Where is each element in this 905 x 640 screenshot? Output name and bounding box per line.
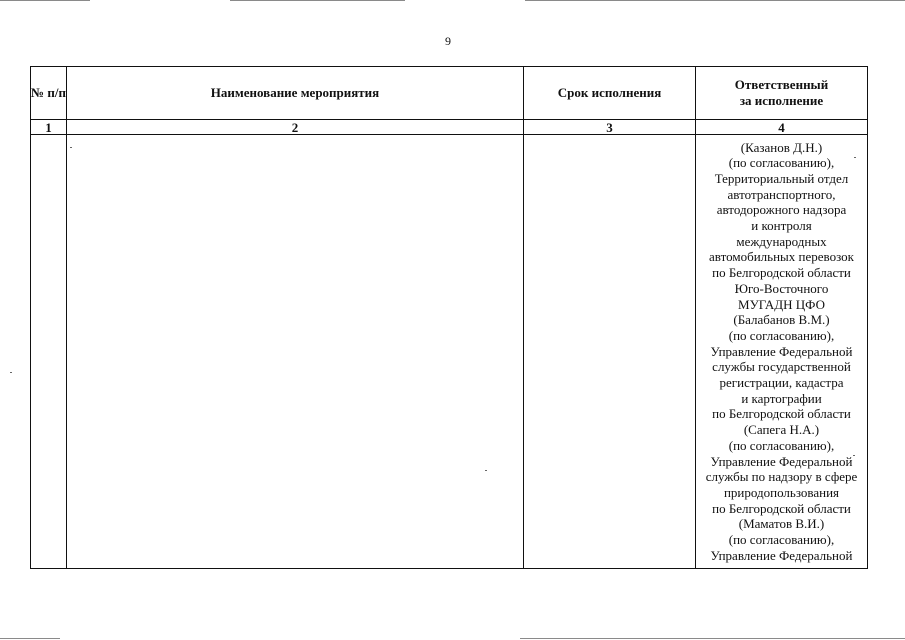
responsible-line: автотранспортного,: [727, 186, 836, 202]
table-header-row: [31, 67, 868, 120]
responsible-line: Управление Федеральной: [710, 343, 853, 359]
column-number-4: 4: [696, 120, 868, 135]
responsible-line: (по согласованию),: [728, 437, 835, 453]
responsible-line: МУГАДН ЦФО: [738, 296, 825, 312]
scan-artifact-top-left: [0, 0, 90, 1]
row-number-cell: [31, 135, 67, 569]
header-deadline: Срок исполнения: [524, 67, 696, 120]
scan-speck: [10, 372, 12, 373]
header-responsible: [696, 67, 868, 120]
responsible-line: автодорожного надзора: [716, 202, 847, 218]
responsible-line: по Белгородской области: [712, 406, 851, 422]
responsible-line: (Казанов Д.Н.): [740, 139, 823, 155]
responsible-line: регистрации, кадастра: [719, 375, 844, 391]
scan-speck: [485, 470, 487, 471]
responsible-line: и картографии: [741, 390, 822, 406]
row-deadline-cell: [524, 135, 696, 569]
header-activity-name: Наименование мероприятия: [67, 67, 524, 120]
header-responsible-line1: Ответственный: [734, 77, 829, 92]
responsible-line: Территориальный отдел: [714, 170, 849, 186]
responsible-line: Управление Федеральной: [710, 453, 853, 469]
responsible-line: международных: [736, 233, 827, 249]
scan-artifact-top-right: [525, 0, 905, 1]
responsible-line: (по согласованию),: [728, 155, 835, 171]
responsible-line: (Балабанов В.М.): [733, 312, 830, 328]
scan-artifact-bottom-right: [520, 638, 905, 639]
table-row: [31, 135, 868, 569]
responsible-line: природопользования: [723, 484, 840, 500]
scan-speck: [853, 455, 855, 456]
page-number: 9: [445, 34, 451, 48]
scan-speck: [70, 147, 72, 148]
responsible-line: (по согласованию),: [728, 532, 835, 548]
header-responsible-line2: за исполнение: [739, 93, 824, 108]
row-activity-cell: [67, 135, 524, 569]
scan-artifact-bottom-left: [0, 638, 60, 639]
responsible-line: по Белгородской области: [712, 265, 851, 281]
row-responsible-cell: [696, 135, 868, 569]
scan-artifact-top-mid: [230, 0, 405, 1]
responsible-line: Управление Федеральной: [710, 547, 853, 563]
scan-speck: [854, 157, 856, 158]
measures-table: [30, 66, 868, 569]
responsible-line: по Белгородской области: [712, 500, 851, 516]
responsible-line: и контроля: [751, 218, 812, 234]
responsible-line: (Сапега Н.А.): [743, 422, 820, 438]
responsible-line: службы государственной: [712, 359, 851, 375]
column-number-1: 1: [31, 120, 67, 135]
responsible-line: (Маматов В.И.): [738, 516, 825, 532]
responsible-line: (по согласованию),: [728, 327, 835, 343]
column-number-3: 3: [524, 120, 696, 135]
header-number: № п/п: [31, 67, 67, 120]
column-number-row: [31, 120, 868, 135]
column-number-2: 2: [67, 120, 524, 135]
responsible-line: автомобильных перевозок: [709, 249, 854, 265]
responsible-line: службы по надзору в сфере: [705, 469, 858, 485]
responsible-line: Юго-Восточного: [734, 280, 829, 296]
